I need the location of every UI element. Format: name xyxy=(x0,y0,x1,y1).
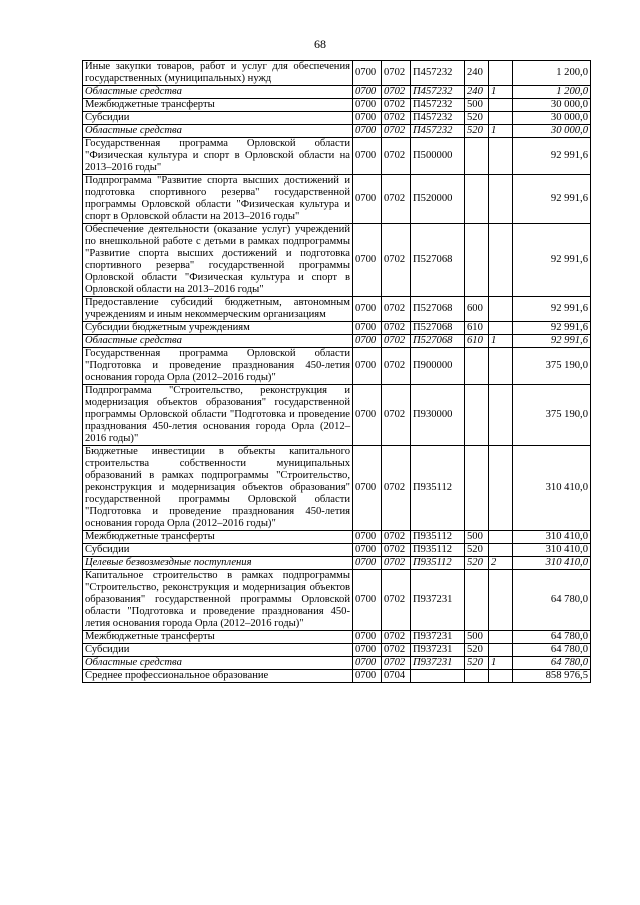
table-row xyxy=(83,348,591,385)
row-name-cell: Областные средства xyxy=(83,86,353,99)
amount-cell: 64 780,0 xyxy=(513,631,591,644)
table-row xyxy=(83,175,591,224)
amount-cell: 310 410,0 xyxy=(513,557,591,570)
amount-cell: 310 410,0 xyxy=(513,446,591,531)
row-name-cell: Областные средства xyxy=(83,657,353,670)
row-name-cell: Областные средства xyxy=(83,335,353,348)
target-article-code-cell: П937231 xyxy=(411,657,465,670)
amount-cell: 64 780,0 xyxy=(513,644,591,657)
table-row xyxy=(83,138,591,175)
section-code-cell: 0700 xyxy=(353,112,382,125)
amount-cell: 64 780,0 xyxy=(513,570,591,631)
row-name-cell: Государственная программа Орловской области "Подготовка и проведение празднования 450-летия основания города Орла (2012–2016 годы)" xyxy=(83,348,353,385)
table-row xyxy=(83,644,591,657)
funding-source-code-cell xyxy=(489,297,513,322)
table-row xyxy=(83,385,591,446)
funding-source-code-cell: 2 xyxy=(489,557,513,570)
row-name-cell: Субсидии xyxy=(83,544,353,557)
row-name-cell: Иные закупки товаров, работ и услуг для обеспечения государственных (муниципальных) нужд xyxy=(83,61,353,86)
expense-type-code-cell xyxy=(465,385,489,446)
expense-type-code-cell: 520 xyxy=(465,112,489,125)
subsection-code-cell: 0702 xyxy=(382,86,411,99)
subsection-code-cell: 0702 xyxy=(382,570,411,631)
funding-source-code-cell xyxy=(489,138,513,175)
section-code-cell: 0700 xyxy=(353,570,382,631)
row-name-cell: Целевые безвозмездные поступления xyxy=(83,557,353,570)
expense-type-code-cell xyxy=(465,175,489,224)
amount-cell: 92 991,6 xyxy=(513,224,591,297)
expense-type-code-cell xyxy=(465,446,489,531)
funding-source-code-cell xyxy=(489,224,513,297)
target-article-code-cell: П937231 xyxy=(411,631,465,644)
funding-source-code-cell xyxy=(489,348,513,385)
row-name-cell: Межбюджетные трансферты xyxy=(83,99,353,112)
section-code-cell: 0700 xyxy=(353,322,382,335)
funding-source-code-cell xyxy=(489,544,513,557)
section-code-cell: 0700 xyxy=(353,86,382,99)
target-article-code-cell: П520000 xyxy=(411,175,465,224)
expense-type-code-cell: 520 xyxy=(465,544,489,557)
amount-cell: 310 410,0 xyxy=(513,531,591,544)
subsection-code-cell: 0702 xyxy=(382,385,411,446)
funding-source-code-cell xyxy=(489,385,513,446)
subsection-code-cell: 0702 xyxy=(382,557,411,570)
target-article-code-cell: П935112 xyxy=(411,544,465,557)
table-row xyxy=(83,531,591,544)
subsection-code-cell: 0702 xyxy=(382,99,411,112)
expense-type-code-cell xyxy=(465,670,489,683)
table-row xyxy=(83,670,591,683)
budget-table-body xyxy=(83,61,591,683)
row-name-cell: Государственная программа Орловской области "Физическая культура и спорт в Орловской области на 2013–2016 годы" xyxy=(83,138,353,175)
subsection-code-cell: 0702 xyxy=(382,175,411,224)
table-row xyxy=(83,335,591,348)
expense-type-code-cell xyxy=(465,138,489,175)
funding-source-code-cell xyxy=(489,322,513,335)
section-code-cell: 0700 xyxy=(353,61,382,86)
funding-source-code-cell xyxy=(489,570,513,631)
target-article-code-cell: П500000 xyxy=(411,138,465,175)
subsection-code-cell: 0702 xyxy=(382,125,411,138)
table-row xyxy=(83,112,591,125)
expense-type-code-cell: 520 xyxy=(465,644,489,657)
page-number: 68 xyxy=(314,37,326,51)
target-article-code-cell xyxy=(411,670,465,683)
subsection-code-cell: 0702 xyxy=(382,224,411,297)
funding-source-code-cell: 1 xyxy=(489,335,513,348)
section-code-cell: 0700 xyxy=(353,644,382,657)
subsection-code-cell: 0702 xyxy=(382,322,411,335)
amount-cell: 1 200,0 xyxy=(513,61,591,86)
expense-type-code-cell: 600 xyxy=(465,297,489,322)
subsection-code-cell: 0702 xyxy=(382,297,411,322)
funding-source-code-cell xyxy=(489,670,513,683)
target-article-code-cell: П935112 xyxy=(411,531,465,544)
expense-type-code-cell: 520 xyxy=(465,125,489,138)
funding-source-code-cell xyxy=(489,175,513,224)
expense-type-code-cell: 610 xyxy=(465,322,489,335)
amount-cell: 92 991,6 xyxy=(513,297,591,322)
funding-source-code-cell: 1 xyxy=(489,657,513,670)
target-article-code-cell: П457232 xyxy=(411,61,465,86)
funding-source-code-cell xyxy=(489,531,513,544)
expense-type-code-cell: 500 xyxy=(465,631,489,644)
subsection-code-cell: 0702 xyxy=(382,61,411,86)
expense-type-code-cell: 240 xyxy=(465,86,489,99)
target-article-code-cell: П527068 xyxy=(411,297,465,322)
section-code-cell: 0700 xyxy=(353,631,382,644)
row-name-cell: Предоставление субсидий бюджетным, автономным учреждениям и иным некоммерческим организациям xyxy=(83,297,353,322)
amount-cell: 30 000,0 xyxy=(513,112,591,125)
section-code-cell: 0700 xyxy=(353,531,382,544)
table-row xyxy=(83,570,591,631)
subsection-code-cell: 0702 xyxy=(382,657,411,670)
table-row xyxy=(83,322,591,335)
row-name-cell: Межбюджетные трансферты xyxy=(83,531,353,544)
funding-source-code-cell: 1 xyxy=(489,86,513,99)
row-name-cell: Бюджетные инвестиции в объекты капитального строительства собственности муниципальных образований в рамках подпрограммы "Строительство, реконструкция и модернизация объектов образования" государственной программы Орловской области "Подготовка и проведение празднования 450-летия основания города Орла (2012–2016 годы)" xyxy=(83,446,353,531)
target-article-code-cell: П900000 xyxy=(411,348,465,385)
table-row xyxy=(83,544,591,557)
section-code-cell: 0700 xyxy=(353,99,382,112)
expense-type-code-cell: 500 xyxy=(465,531,489,544)
funding-source-code-cell xyxy=(489,112,513,125)
amount-cell: 92 991,6 xyxy=(513,335,591,348)
expense-type-code-cell xyxy=(465,570,489,631)
expense-type-code-cell xyxy=(465,348,489,385)
table-row xyxy=(83,224,591,297)
row-name-cell: Областные средства xyxy=(83,125,353,138)
expense-type-code-cell: 240 xyxy=(465,61,489,86)
amount-cell: 92 991,6 xyxy=(513,322,591,335)
amount-cell: 1 200,0 xyxy=(513,86,591,99)
table-row xyxy=(83,631,591,644)
expense-type-code-cell: 610 xyxy=(465,335,489,348)
section-code-cell: 0700 xyxy=(353,348,382,385)
table-row xyxy=(83,557,591,570)
subsection-code-cell: 0702 xyxy=(382,446,411,531)
section-code-cell: 0700 xyxy=(353,175,382,224)
table-row xyxy=(83,86,591,99)
section-code-cell: 0700 xyxy=(353,385,382,446)
amount-cell: 310 410,0 xyxy=(513,544,591,557)
subsection-code-cell: 0704 xyxy=(382,670,411,683)
funding-source-code-cell xyxy=(489,631,513,644)
expense-type-code-cell: 520 xyxy=(465,557,489,570)
target-article-code-cell: П457232 xyxy=(411,125,465,138)
target-article-code-cell: П937231 xyxy=(411,644,465,657)
target-article-code-cell: П527068 xyxy=(411,322,465,335)
section-code-cell: 0700 xyxy=(353,335,382,348)
table-row xyxy=(83,99,591,112)
amount-cell: 375 190,0 xyxy=(513,385,591,446)
section-code-cell: 0700 xyxy=(353,557,382,570)
amount-cell: 375 190,0 xyxy=(513,348,591,385)
amount-cell: 30 000,0 xyxy=(513,99,591,112)
expense-type-code-cell: 520 xyxy=(465,657,489,670)
table-row xyxy=(83,125,591,138)
subsection-code-cell: 0702 xyxy=(382,544,411,557)
row-name-cell: Среднее профессиональное образование xyxy=(83,670,353,683)
target-article-code-cell: П457232 xyxy=(411,86,465,99)
row-name-cell: Обеспечение деятельности (оказание услуг) учреждений по внешкольной работе с детьми в рамках подпрограммы "Развитие спорта высших достижений и подготовка спортивного резерва" государственной программы Орловской области "Физическая культура и спорт в Орловской области на 2013–2016 годы" xyxy=(83,224,353,297)
row-name-cell: Субсидии xyxy=(83,112,353,125)
subsection-code-cell: 0702 xyxy=(382,335,411,348)
table-row xyxy=(83,446,591,531)
section-code-cell: 0700 xyxy=(353,125,382,138)
amount-cell: 92 991,6 xyxy=(513,175,591,224)
section-code-cell: 0700 xyxy=(353,670,382,683)
target-article-code-cell: П935112 xyxy=(411,557,465,570)
funding-source-code-cell xyxy=(489,99,513,112)
table-row xyxy=(83,297,591,322)
table-row xyxy=(83,61,591,86)
section-code-cell: 0700 xyxy=(353,224,382,297)
subsection-code-cell: 0702 xyxy=(382,112,411,125)
budget-table xyxy=(82,60,591,683)
funding-source-code-cell xyxy=(489,446,513,531)
funding-source-code-cell xyxy=(489,61,513,86)
funding-source-code-cell xyxy=(489,644,513,657)
row-name-cell: Субсидии бюджетным учреждениям xyxy=(83,322,353,335)
row-name-cell: Подпрограмма "Развитие спорта высших достижений и подготовка спортивного резерва" государственной программы Орловской области "Физическая культура и спорт в Орловской области на 2013–2016 годы" xyxy=(83,175,353,224)
target-article-code-cell: П527068 xyxy=(411,335,465,348)
funding-source-code-cell: 1 xyxy=(489,125,513,138)
amount-cell: 858 976,5 xyxy=(513,670,591,683)
expense-type-code-cell xyxy=(465,224,489,297)
target-article-code-cell: П527068 xyxy=(411,224,465,297)
subsection-code-cell: 0702 xyxy=(382,531,411,544)
table-row xyxy=(83,657,591,670)
section-code-cell: 0700 xyxy=(353,657,382,670)
section-code-cell: 0700 xyxy=(353,446,382,531)
target-article-code-cell: П937231 xyxy=(411,570,465,631)
target-article-code-cell: П457232 xyxy=(411,112,465,125)
target-article-code-cell: П457232 xyxy=(411,99,465,112)
section-code-cell: 0700 xyxy=(353,138,382,175)
subsection-code-cell: 0702 xyxy=(382,138,411,175)
amount-cell: 92 991,6 xyxy=(513,138,591,175)
target-article-code-cell: П930000 xyxy=(411,385,465,446)
amount-cell: 64 780,0 xyxy=(513,657,591,670)
section-code-cell: 0700 xyxy=(353,297,382,322)
row-name-cell: Капитальное строительство в рамках подпрограммы "Строительство, реконструкция и модернизация объектов образования" государственной программы Орловской области "Подготовка и проведение празднования 450-летия основания города Орла (2012–2016 годы)" xyxy=(83,570,353,631)
row-name-cell: Субсидии xyxy=(83,644,353,657)
target-article-code-cell: П935112 xyxy=(411,446,465,531)
row-name-cell: Подпрограмма "Строительство, реконструкция и модернизация объектов образования" государственной программы Орловской области "Подготовка и проведение празднования 450-летия основания города Орла (2012–2016 годы)" xyxy=(83,385,353,446)
subsection-code-cell: 0702 xyxy=(382,631,411,644)
expense-type-code-cell: 500 xyxy=(465,99,489,112)
subsection-code-cell: 0702 xyxy=(382,644,411,657)
subsection-code-cell: 0702 xyxy=(382,348,411,385)
row-name-cell: Межбюджетные трансферты xyxy=(83,631,353,644)
section-code-cell: 0700 xyxy=(353,544,382,557)
amount-cell: 30 000,0 xyxy=(513,125,591,138)
